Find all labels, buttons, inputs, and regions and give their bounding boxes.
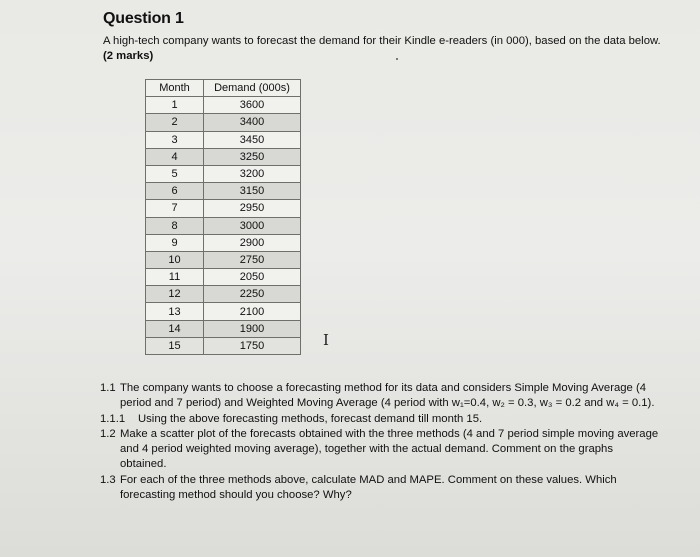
question-number: 1.1 [100,382,116,394]
month-cell: 12 [146,286,204,303]
table-row [146,131,301,148]
intro-paragraph [103,34,663,64]
header-demand: Demand (000s) [204,80,301,97]
demand-table [145,79,301,355]
demand-cell: 2250 [204,286,301,303]
table-row [146,320,301,337]
month-cell: 4 [146,148,204,165]
demand-cell: 3400 [204,114,301,131]
demand-cell: 2900 [204,234,301,251]
table-row [146,217,301,234]
table-row [146,165,301,182]
demand-cell: 3150 [204,183,301,200]
question-text: The company wants to choose a forecasting method for its data and considers Simple Moving Average (4 period and 7 period) and Weighted Moving Average (4 period with w₁=0.4, w₂ = 0.3, w₃ = 0.2 and w₄ = 0.1). [120,382,655,410]
month-cell: 14 [146,320,204,337]
month-cell: 9 [146,234,204,251]
question-text: Using the above forecasting methods, forecast demand till month 15. [138,412,483,425]
questions-list [100,381,660,503]
table-row [146,183,301,200]
question-item [100,381,660,412]
month-cell: 11 [146,269,204,286]
question-number: 1.2 [100,427,116,440]
table-row [146,114,301,131]
demand-cell: 2050 [204,269,301,286]
text-cursor-icon: I [323,331,329,349]
demand-cell: 3600 [204,97,301,114]
demand-cell: 3450 [204,131,301,148]
table-row [146,148,301,165]
stray-dot [396,58,398,60]
question-number: 1.1.1 [100,412,126,425]
intro-marks: (2 marks) [103,50,154,62]
demand-cell: 1900 [204,320,301,337]
question-item [100,473,660,504]
table-row [146,286,301,303]
intro-text: A high-tech company wants to forecast the demand for their Kindle e-readers (in 000), based on the data below. [103,35,661,47]
demand-cell: 3200 [204,165,301,182]
table-row [146,251,301,268]
table-row [146,200,301,217]
month-cell: 15 [146,337,204,354]
table-row [146,234,301,251]
demand-cell: 1750 [204,337,301,354]
month-cell: 2 [146,114,204,131]
table-row [146,97,301,114]
table-header-row [146,80,301,97]
question-item [100,427,660,473]
demand-cell: 2100 [204,303,301,320]
demand-cell: 3000 [204,217,301,234]
demand-cell: 2750 [204,251,301,268]
month-cell: 8 [146,217,204,234]
month-cell: 1 [146,97,204,114]
demand-cell: 2950 [204,200,301,217]
table-row [146,337,301,354]
question-title: Question 1 [103,10,184,27]
month-cell: 7 [146,200,204,217]
header-month: Month [146,80,204,97]
table-row [146,303,301,320]
question-item [100,412,660,427]
month-cell: 10 [146,251,204,268]
question-text: For each of the three methods above, calculate MAD and MAPE. Comment on these values. Which forecasting method should you choose? Why? [120,473,617,502]
question-text: Make a scatter plot of the forecasts obtained with the three methods (4 and 7 period simple moving average and 4 period weighted moving average), together with the actual demand. Comment on the graphs obtained. [120,427,659,471]
month-cell: 3 [146,131,204,148]
month-cell: 6 [146,183,204,200]
demand-cell: 3250 [204,148,301,165]
month-cell: 13 [146,303,204,320]
table-row [146,269,301,286]
question-number: 1.3 [100,473,116,486]
month-cell: 5 [146,165,204,182]
